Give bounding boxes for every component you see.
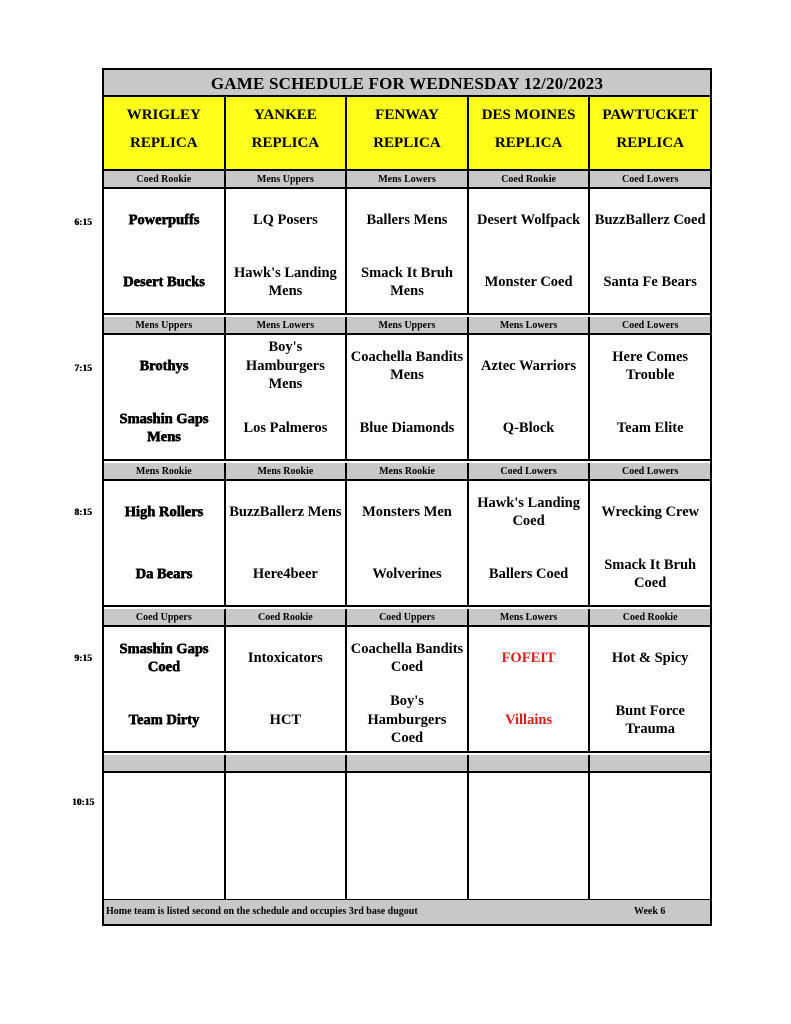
division-label: Coed Lowers (621, 466, 679, 477)
field-pawtucket (590, 97, 710, 169)
away-team: Aztec Warriors (481, 357, 577, 374)
away-team: Desert Wolfpack (476, 211, 581, 228)
home-team: Desert Bucks (122, 273, 205, 290)
division-label: Coed Rookie (226, 609, 348, 625)
game-row (104, 335, 710, 461)
field-name: PAWTUCKET (602, 107, 698, 123)
division-row (104, 755, 710, 773)
field-subtitle: REPLICA (373, 135, 441, 151)
division-label (347, 755, 469, 771)
time-label: 6:15 (74, 218, 92, 228)
game-cell (104, 627, 226, 751)
time-label: 10:15 (71, 798, 95, 808)
home-team: Hawk's Landing Mens (234, 264, 337, 299)
away-team: Monsters Men (362, 503, 452, 520)
division-label: Mens Uppers (226, 171, 348, 187)
division-label (590, 755, 710, 771)
away-team: Smashin Gaps Coed (119, 640, 209, 675)
home-team: Bunt Force Trauma (615, 702, 685, 737)
game-cell (590, 481, 710, 605)
division-label (226, 755, 348, 771)
home-team (347, 836, 467, 899)
home-team: Los Palmeros (243, 419, 328, 436)
schedule-footer (104, 900, 710, 924)
home-team: Santa Fe Bears (603, 273, 697, 290)
away-team: Hot & Spicy (611, 649, 689, 666)
home-team: Villains (505, 711, 553, 728)
field-subtitle: REPLICA (130, 135, 198, 151)
away-team (590, 773, 710, 836)
field-name: YANKEE (253, 107, 317, 123)
game-cell (104, 481, 226, 605)
away-team: Boy's Hamburgers Mens (245, 339, 325, 393)
schedule-sheet (102, 68, 712, 926)
away-team: FOFEIT (501, 649, 556, 666)
time-label: 8:15 (74, 508, 92, 518)
division-row (104, 171, 710, 189)
division-label: Mens Uppers (347, 317, 469, 333)
away-team: LQ Posers (252, 211, 318, 228)
home-team: Smashin Gaps Mens (119, 410, 209, 445)
away-team: Powerpuffs (128, 211, 200, 228)
away-team: Hawk's Landing Coed (477, 494, 580, 529)
game-cell (104, 189, 226, 313)
home-team: Smack It Bruh Mens (361, 264, 453, 299)
field-fenway (347, 97, 469, 169)
away-team (469, 773, 589, 836)
home-team: Da Bears (135, 565, 193, 582)
division-label: Mens Rookie (347, 463, 469, 479)
game-cell (590, 335, 710, 459)
home-team: Boy's Hamburgers Coed (367, 693, 447, 747)
game-cell (347, 189, 469, 313)
home-team: Ballers Coed (488, 565, 569, 582)
game-cell (226, 773, 348, 899)
division-label: Mens Lowers (469, 609, 591, 625)
home-team (469, 836, 589, 899)
home-team: Team Elite (616, 419, 684, 436)
away-team (347, 773, 467, 836)
away-team (104, 773, 224, 836)
field-name: WRIGLEY (126, 107, 201, 123)
field-header-row (104, 97, 710, 171)
game-cell (226, 335, 348, 459)
field-name: FENWAY (375, 107, 439, 123)
division-label: Coed Rookie (104, 171, 226, 187)
away-team: Intoxicators (247, 649, 323, 666)
division-label: Coed Lowers (621, 320, 679, 331)
field-subtitle: REPLICA (251, 135, 320, 151)
game-cell (226, 189, 348, 313)
game-cell (590, 773, 710, 899)
game-row (104, 481, 710, 607)
game-cell (347, 335, 469, 459)
schedule-title: GAME SCHEDULE FOR WEDNESDAY 12/20/2023 (104, 70, 710, 97)
division-label: Coed Rookie (622, 612, 678, 623)
home-team: HCT (269, 711, 302, 728)
division-label: Mens Lowers (347, 171, 469, 187)
away-team: BuzzBallerz Coed (594, 211, 706, 228)
division-label: Coed Uppers (104, 609, 226, 625)
home-team (226, 836, 346, 899)
home-team (590, 836, 710, 899)
division-label: Mens Uppers (104, 317, 226, 333)
home-team: Team Dirty (128, 711, 200, 728)
division-label: Coed Lowers (469, 463, 591, 479)
time-label: 9:15 (74, 654, 92, 664)
division-row (104, 317, 710, 335)
home-team: Monster Coed (484, 273, 573, 290)
game-cell (469, 189, 591, 313)
away-team: Ballers Mens (366, 211, 448, 228)
away-team: Coachella Bandits Coed (350, 640, 464, 675)
field-wrigley (104, 97, 226, 169)
game-cell (590, 627, 710, 751)
game-cell (347, 773, 469, 899)
division-row (104, 609, 710, 627)
game-row (104, 189, 710, 315)
away-team: Brothys (139, 357, 189, 374)
division-label: Mens Lowers (469, 317, 591, 333)
game-cell (469, 627, 591, 751)
game-cell (469, 773, 591, 899)
away-team: Here Comes Trouble (612, 348, 689, 383)
division-label: Mens Rookie (226, 463, 348, 479)
game-cell (104, 335, 226, 459)
home-team: Blue Diamonds (359, 419, 455, 436)
away-team: High Rollers (124, 503, 204, 520)
home-team: Wolverines (372, 565, 442, 582)
division-label (104, 755, 226, 771)
division-label: Mens Rookie (104, 463, 226, 479)
game-cell (469, 481, 591, 605)
home-team: Smack It Bruh Coed (604, 556, 697, 591)
division-label: Coed Uppers (347, 609, 469, 625)
division-row (104, 463, 710, 481)
division-label: Mens Lowers (226, 317, 348, 333)
home-team: Here4beer (252, 565, 318, 582)
game-cell (347, 481, 469, 605)
home-team: Q-Block (502, 419, 555, 436)
field-yankee (226, 97, 348, 169)
game-cell (347, 627, 469, 751)
game-row (104, 773, 710, 901)
game-cell (226, 481, 348, 605)
game-cell (226, 627, 348, 751)
division-label: Coed Rookie (469, 171, 591, 187)
game-cell (104, 773, 226, 899)
away-team: Wrecking Crew (601, 503, 700, 520)
game-cell (469, 335, 591, 459)
away-team: Coachella Bandits Mens (350, 348, 464, 383)
week-label: Week 6 (634, 906, 666, 917)
field-name: DES MOINES (481, 107, 576, 123)
field-subtitle: REPLICA (494, 135, 563, 151)
game-cell (590, 189, 710, 313)
home-team-note: Home team is listed second on the schedule and occupies 3rd base dugout (106, 906, 418, 917)
away-team: BuzzBallerz Mens (229, 503, 342, 520)
division-label: Coed Lowers (621, 174, 679, 185)
time-label: 7:15 (74, 364, 92, 374)
game-row (104, 627, 710, 753)
away-team (226, 773, 346, 836)
home-team (104, 836, 224, 899)
field-subtitle: REPLICA (616, 135, 684, 151)
division-label (469, 755, 591, 771)
field-des-moines (469, 97, 591, 169)
